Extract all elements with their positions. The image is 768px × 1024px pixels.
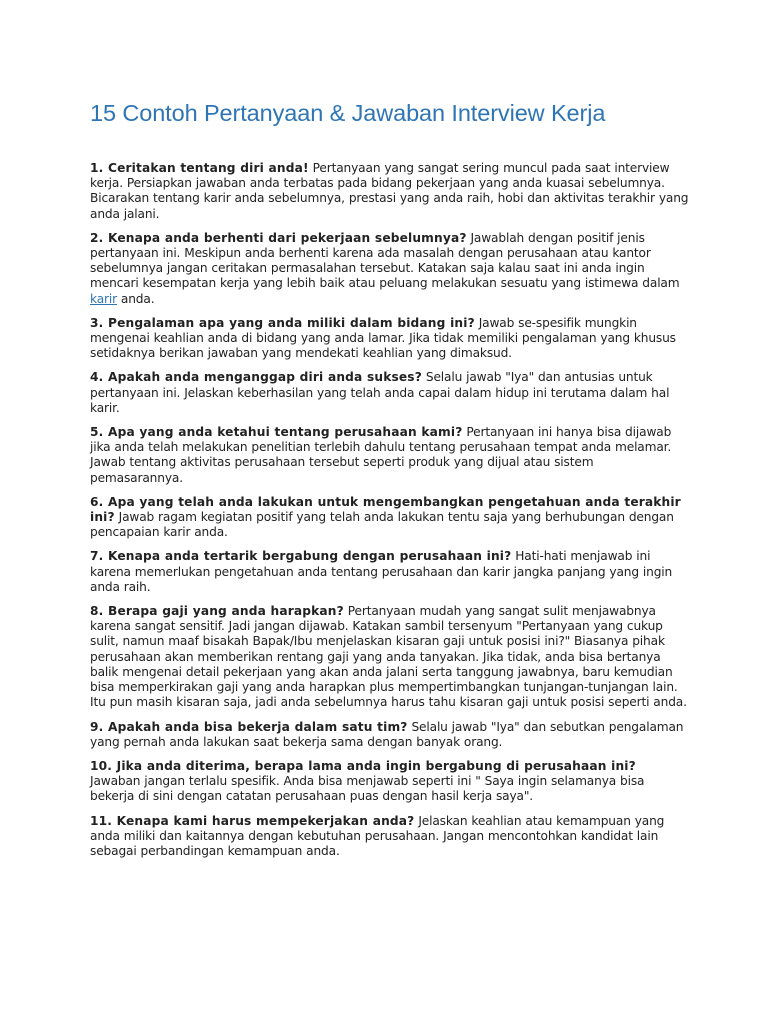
question-10: 10. Jika anda diterima, berapa lama anda ingin bergabung di perusahaan ini?	[90, 758, 636, 773]
qa-item-5	[90, 425, 690, 486]
qa-item-8	[90, 604, 690, 710]
qa-item-4	[90, 370, 690, 416]
answer-11: Jelaskan keahlian atau kemampuan yang anda miliki dan kaitannya dengan kebutuhan perusahaan. Jangan mencontohkan kandidat lain sebagai perbandingan kemampuan anda.	[90, 813, 665, 858]
page-title: 15 Contoh Pertanyaan & Jawaban Interview Kerja	[90, 100, 606, 126]
answer-1: Pertanyaan yang sangat sering muncul pada saat interview kerja. Persiapkan jawaban anda terbatas pada bidang pekerjaan yang anda kuasai sebelumnya. Bicarakan tentang karir anda sebelumnya, prestasi yang anda raih, hobi dan aktivitas terakhir yang anda jalani.	[90, 161, 689, 221]
question-7: 7. Kenapa anda tertarik bergabung dengan perusahaan ini?	[90, 549, 512, 564]
qa-item-7	[90, 549, 690, 595]
answer-10: Jawaban jangan terlalu spesifik. Anda bisa menjawab seperti ini " Saya ingin selamanya bisa bekerja di sini dengan catatan perusahaan puas dengan hasil kerja saya".	[90, 774, 645, 804]
qa-item-2	[90, 231, 690, 307]
question-5: 5. Apa yang anda ketahui tentang perusahaan kami?	[90, 425, 463, 440]
karir-link[interactable]: karir	[90, 291, 117, 306]
answer-8: Pertanyaan mudah yang sangat sulit menjawabnya karena sangat sensitif. Jadi jangan dijawab. Katakan sambil tersenyum "Pertanyaan yang cukup sulit, namun maaf bisakah Bapak/Ibu menjelaskan kisaran gaji untuk posisi ini?" Biasanya pihak perusahaan akan memberikan rentang gaji yang anda tanyakan. Jika tidak, anda bisa bertanya balik mengenai detail pekerjaan yang akan anda jalani serta tanggung jawabnya, baru kemudian bisa memperkirakan gaji yang anda harapkan plus mempertimbangkan tunjangan-tunjangan lain. Itu pun masih kisaran saja, jadi anda sebelumnya harus tahu kisaran gaji untuk posisi seperti anda.	[90, 604, 687, 710]
question-6: 6. Apa yang telah anda lakukan untuk mengembangkan pengetahuan anda terakhir ini?	[90, 494, 681, 525]
answer-5: Pertanyaan ini hanya bisa dijawab jika anda telah melakukan penelitian terlebih dahulu tentang perusahaan tempat anda melamar. Jawab tentang aktivitas perusahaan tersebut seperti produk yang dijual atau sistem pemasarannya.	[90, 425, 672, 485]
answer-2-end: anda.	[116, 291, 155, 306]
question-1: 1. Ceritakan tentang diri anda!	[90, 161, 309, 175]
qa-item-6	[90, 495, 690, 541]
document-page	[90, 98, 690, 868]
question-3: 3. Pengalaman apa yang anda miliki dalam bidang ini?	[90, 315, 475, 330]
answer-3: Jawab se-spesifik mungkin mengenai keahlian anda di bidang yang anda lamar. Jika tidak memiliki pengalaman yang khusus setidaknya berikan jawaban yang mendekati keahlian yang dimaksud.	[90, 315, 676, 361]
question-8: 8. Berapa gaji yang anda harapkan?	[90, 604, 344, 619]
qa-item-1	[90, 161, 690, 222]
question-4: 4. Apakah anda menganggap diri anda sukses?	[90, 370, 422, 385]
answer-6: Jawab ragam kegiatan positif yang telah anda lakukan tentu saja yang berhubungan dengan pencapaian karir anda.	[90, 510, 674, 540]
answer-7: Hati-hati menjawab ini karena memerlukan pengetahuan anda tentang perusahaan dan karir jangka panjang yang ingin anda raih.	[90, 549, 673, 594]
answer-9: Selalu jawab "Iya" dan sebutkan pengalaman yang pernah anda lakukan saat bekerja sama dengan banyak orang.	[90, 719, 684, 749]
qa-item-10	[90, 759, 690, 805]
question-2: 2. Kenapa anda berhenti dari pekerjaan sebelumnya?	[90, 230, 467, 245]
answer-4: Selalu jawab "Iya" dan antusias untuk pertanyaan ini. Jelaskan keberhasilan yang telah anda capai dalam hidup ini terutama dalam hal karir.	[90, 370, 670, 415]
question-9: 9. Apakah anda bisa bekerja dalam satu tim?	[90, 719, 408, 734]
qa-item-3	[90, 316, 690, 362]
answer-2: Jawablah dengan positif jenis pertanyaan ini. Meskipun anda berhenti karena ada masalah dengan perusahaan atau kantor sebelumnya jangan ceritakan permasalahan tersebut. Katakan saja kalau saat ini anda ingin mencari kesempatan kerja yang lebih baik atau peluang melakukan sesuatu yang istimewa dalam	[90, 230, 680, 291]
qa-item-9	[90, 720, 690, 750]
question-11: 11. Kenapa kami harus mempekerjakan anda?	[90, 813, 415, 828]
qa-item-11	[90, 814, 690, 860]
